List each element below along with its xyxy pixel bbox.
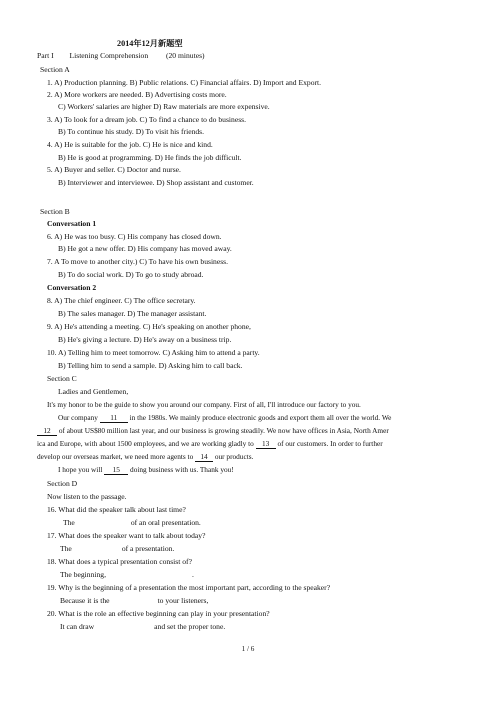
- answer-16: The of an oral presentation.: [63, 518, 201, 527]
- blank-13[interactable]: 13: [256, 440, 276, 449]
- question-line: 7. A To move to another city.) C) To have his own business.: [47, 257, 229, 266]
- question-line: B) To do social work. D) To go to study abroad.: [58, 270, 204, 279]
- section-d-intro: Now listen to the passage.: [47, 492, 127, 501]
- question-line: 3. A) To look for a dream job. C) To find a chance to do business.: [47, 115, 247, 124]
- question-line: 10. A) Telling him to meet tomorrow. C) Asking him to attend a party.: [47, 348, 260, 357]
- part-label: Part I: [37, 51, 54, 60]
- question-line: B) Interviewer and interviewee. D) Shop assistant and customer.: [58, 178, 254, 187]
- answer-18: The beginning, .: [60, 570, 194, 579]
- part-header: [37, 51, 205, 60]
- question-line: B) To continue his study. D) To visit his friends.: [58, 127, 205, 136]
- question-18: 18. What does a typical presentation consist of?: [47, 557, 192, 566]
- passage-line: I hope you will 15 doing business with us. Thank you!: [58, 465, 234, 474]
- answer-19: Because it is the to your listeners,: [60, 596, 209, 605]
- answer-20: It can draw and set the proper tone.: [60, 622, 226, 631]
- question-line: B) He got a new offer. D) His company has moved away.: [58, 244, 232, 253]
- part-title: Listening Comprehension: [69, 51, 149, 60]
- section-b-heading: Section B: [40, 207, 70, 216]
- passage-line: ica and Europe, with about 1500 employees, and we are working gladly to 13 of our customers. In order to further: [37, 439, 383, 448]
- question-line: B) He's giving a lecture. D) He's away on a business trip.: [58, 335, 232, 344]
- passage-line: Our company 11 in the 1980s. We mainly produce electronic goods and export them all over the world. We: [58, 413, 392, 422]
- conversation-1-heading: Conversation 1: [47, 219, 97, 228]
- section-a-heading: Section A: [40, 65, 70, 74]
- question-19: 19. Why is the beginning of a presentation the most important part, according to the speaker?: [47, 583, 331, 592]
- question-line: C) Workers' salaries are higher D) Raw materials are more expensive.: [58, 102, 270, 111]
- blank-12[interactable]: 12: [37, 427, 57, 436]
- page-number: 1 / 6: [241, 645, 255, 653]
- question-line: 2. A) More workers are needed. B) Advertising costs more.: [47, 90, 227, 99]
- question-line: 9. A) He's attending a meeting. C) He's speaking on another phone,: [47, 322, 251, 331]
- document-title: 2014年12月新题型: [117, 39, 183, 48]
- answer-17: The of a presentation.: [60, 544, 175, 553]
- blank-14[interactable]: 14: [195, 453, 213, 462]
- question-20: 20. What is the role an effective beginning can play in your presentation?: [47, 609, 270, 618]
- blank-15[interactable]: 15: [104, 466, 128, 475]
- question-16: 16. What did the speaker talk about last time?: [47, 505, 186, 514]
- passage-line: develop our overseas market, we need more agents to 14 our products.: [37, 452, 254, 461]
- passage-greeting: Ladies and Gentlemen,: [58, 387, 129, 396]
- part-time: (20 minutes): [165, 51, 205, 60]
- question-line: 5. A) Buyer and seller. C) Doctor and nurse.: [47, 165, 181, 174]
- question-line: B) Telling him to send a sample. D) Asking him to call back.: [58, 361, 243, 370]
- question-line: B) The sales manager. D) The manager assistant.: [58, 309, 207, 318]
- section-d-heading: Section D: [47, 479, 78, 488]
- question-line: 6. A) He was too busy. C) His company has closed down.: [47, 232, 222, 241]
- question-line: 1. A) Production planning. B) Public relations. C) Financial affairs. D) Import and Export.: [47, 78, 322, 87]
- question-line: B) He is good at programming. D) He finds the job difficult.: [58, 153, 242, 162]
- passage-line: 12 of about US$80 million last year, and our business is growing steadily. We now have offices in Asia, North Amer: [37, 426, 389, 436]
- blank-11[interactable]: 11: [100, 414, 128, 423]
- conversation-2-heading: Conversation 2: [47, 283, 97, 292]
- passage-line: It's my honor to be the guide to show you around our company. First of all, I'll introduce our factory to you.: [47, 400, 361, 409]
- section-c-heading: Section C: [47, 374, 77, 383]
- question-line: 4. A) He is suitable for the job. C) He is nice and kind.: [47, 140, 213, 149]
- question-line: 8. A) The chief engineer. C) The office secretary.: [47, 296, 196, 305]
- question-17: 17. What does the speaker want to talk about today?: [47, 531, 206, 540]
